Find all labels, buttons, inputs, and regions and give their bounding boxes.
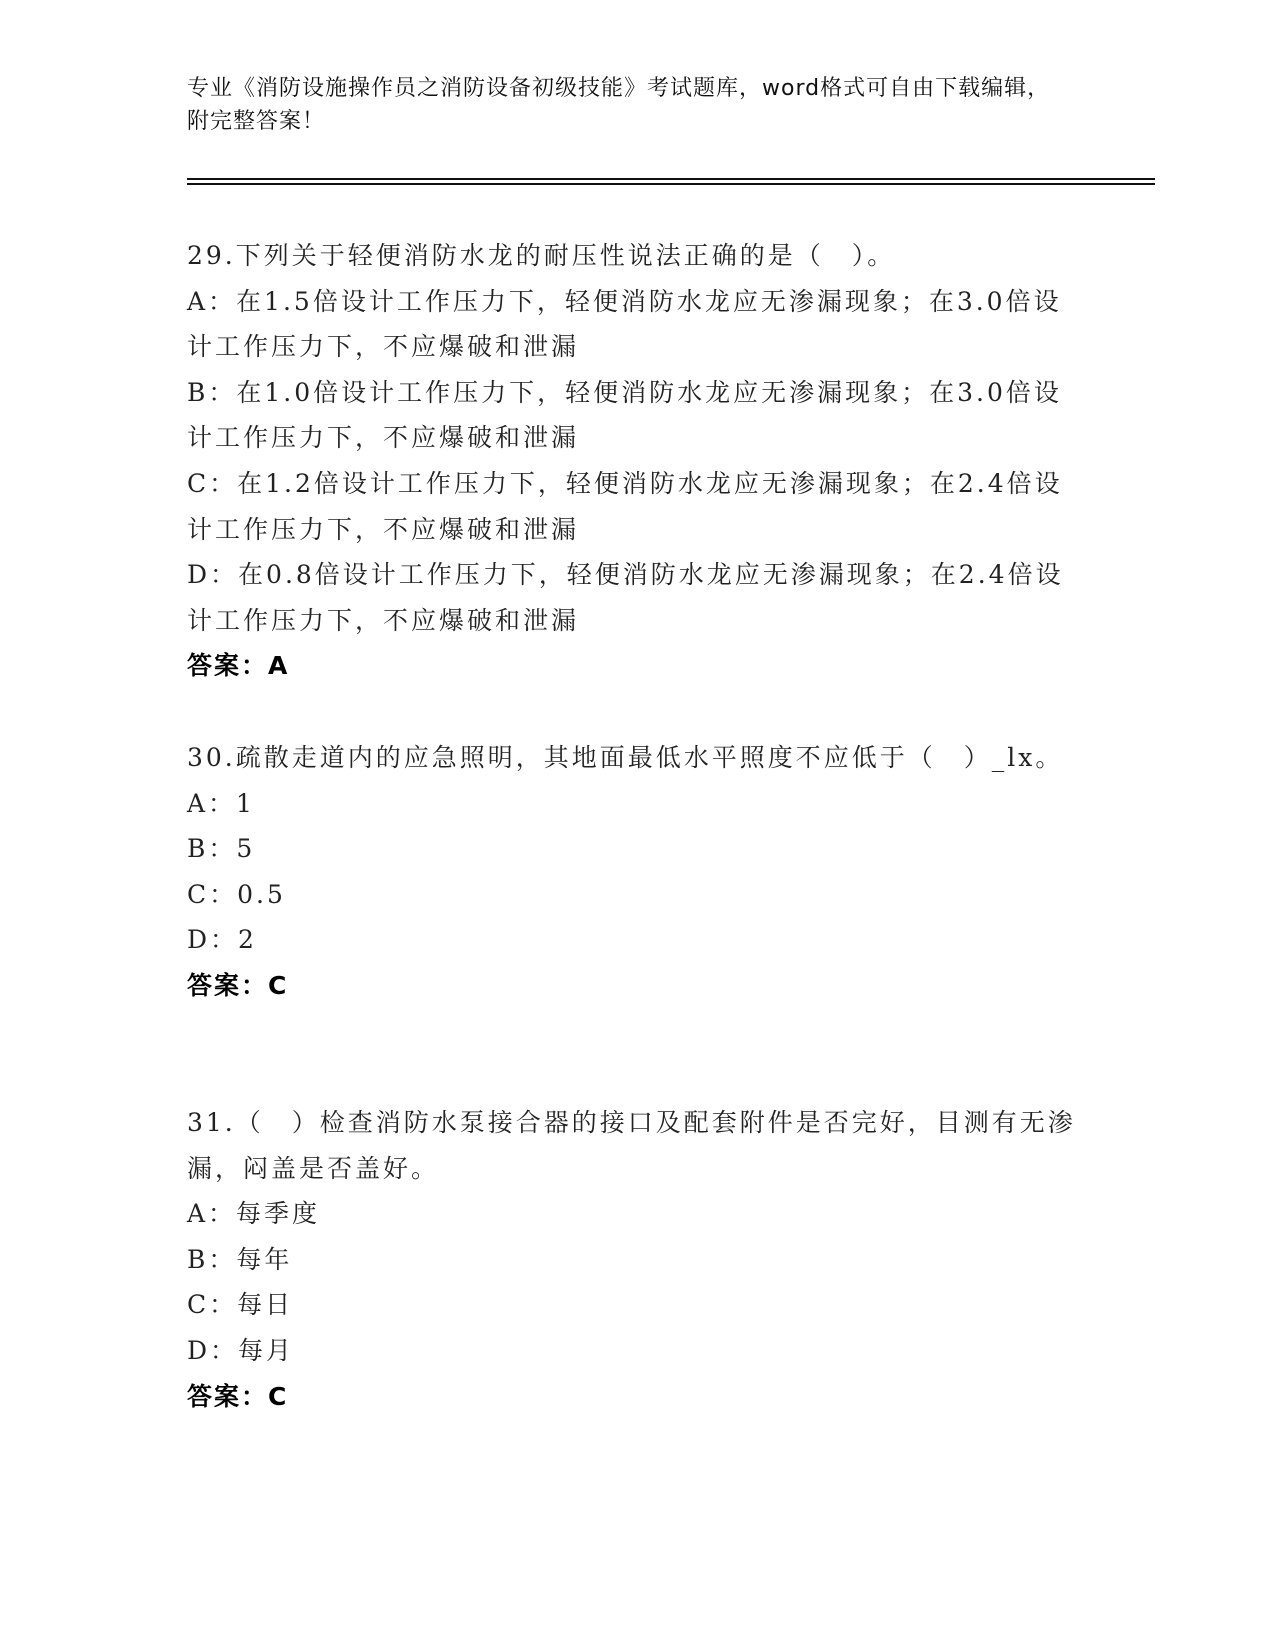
option-a: A：1 xyxy=(187,788,255,818)
question-stem: 31.（ ）检查消防水泵接合器的接口及配套附件是否完好，目测有无渗漏，闷盖是否盖好。 xyxy=(187,1108,1076,1183)
question-29 xyxy=(187,233,1087,689)
option-b: B：5 xyxy=(187,834,256,864)
header-divider-top xyxy=(187,178,1155,180)
option-a: A：在1.5倍设计工作压力下，轻便消防水龙应无渗漏现象；在3.0倍设计工作压力下，不应爆破和泄漏 xyxy=(187,286,1062,362)
option-d: D：在0.8倍设计工作压力下，轻便消防水龙应无渗漏现象；在2.4倍设计工作压力下，不应爆破和泄漏 xyxy=(187,560,1064,635)
question-31 xyxy=(187,1100,1087,1419)
option-c: C：0.5 xyxy=(187,879,286,909)
option-a: A：每季度 xyxy=(187,1199,321,1229)
question-stem: 30.疏散走道内的应急照明，其地面最低水平照度不应低于（ ）_lx。 xyxy=(187,743,1064,772)
option-b: B：每年 xyxy=(187,1244,293,1274)
option-d: D：每月 xyxy=(187,1335,295,1365)
answer: 答案：C xyxy=(187,970,289,1000)
answer: 答案：A xyxy=(187,651,290,681)
option-d: D：2 xyxy=(187,925,257,955)
answer: 答案：C xyxy=(187,1381,289,1411)
document-header: 专业《消防设施操作员之消防设备初级技能》考试题库，word格式可自由下载编辑，附完整答案！ xyxy=(187,76,1051,134)
option-c: C：每日 xyxy=(187,1290,294,1320)
option-c: C：在1.2倍设计工作压力下，轻便消防水龙应无渗漏现象；在2.4倍设计工作压力下，不应爆破和泄漏 xyxy=(187,468,1063,544)
question-stem: 29.下列关于轻便消防水龙的耐压性说法正确的是（ ）。 xyxy=(187,241,896,270)
header-divider-bottom xyxy=(187,183,1155,185)
option-b: B：在1.0倍设计工作压力下，轻便消防水龙应无渗漏现象；在3.0倍设计工作压力下，不应爆破和泄漏 xyxy=(187,377,1062,453)
question-30 xyxy=(187,735,1087,1009)
